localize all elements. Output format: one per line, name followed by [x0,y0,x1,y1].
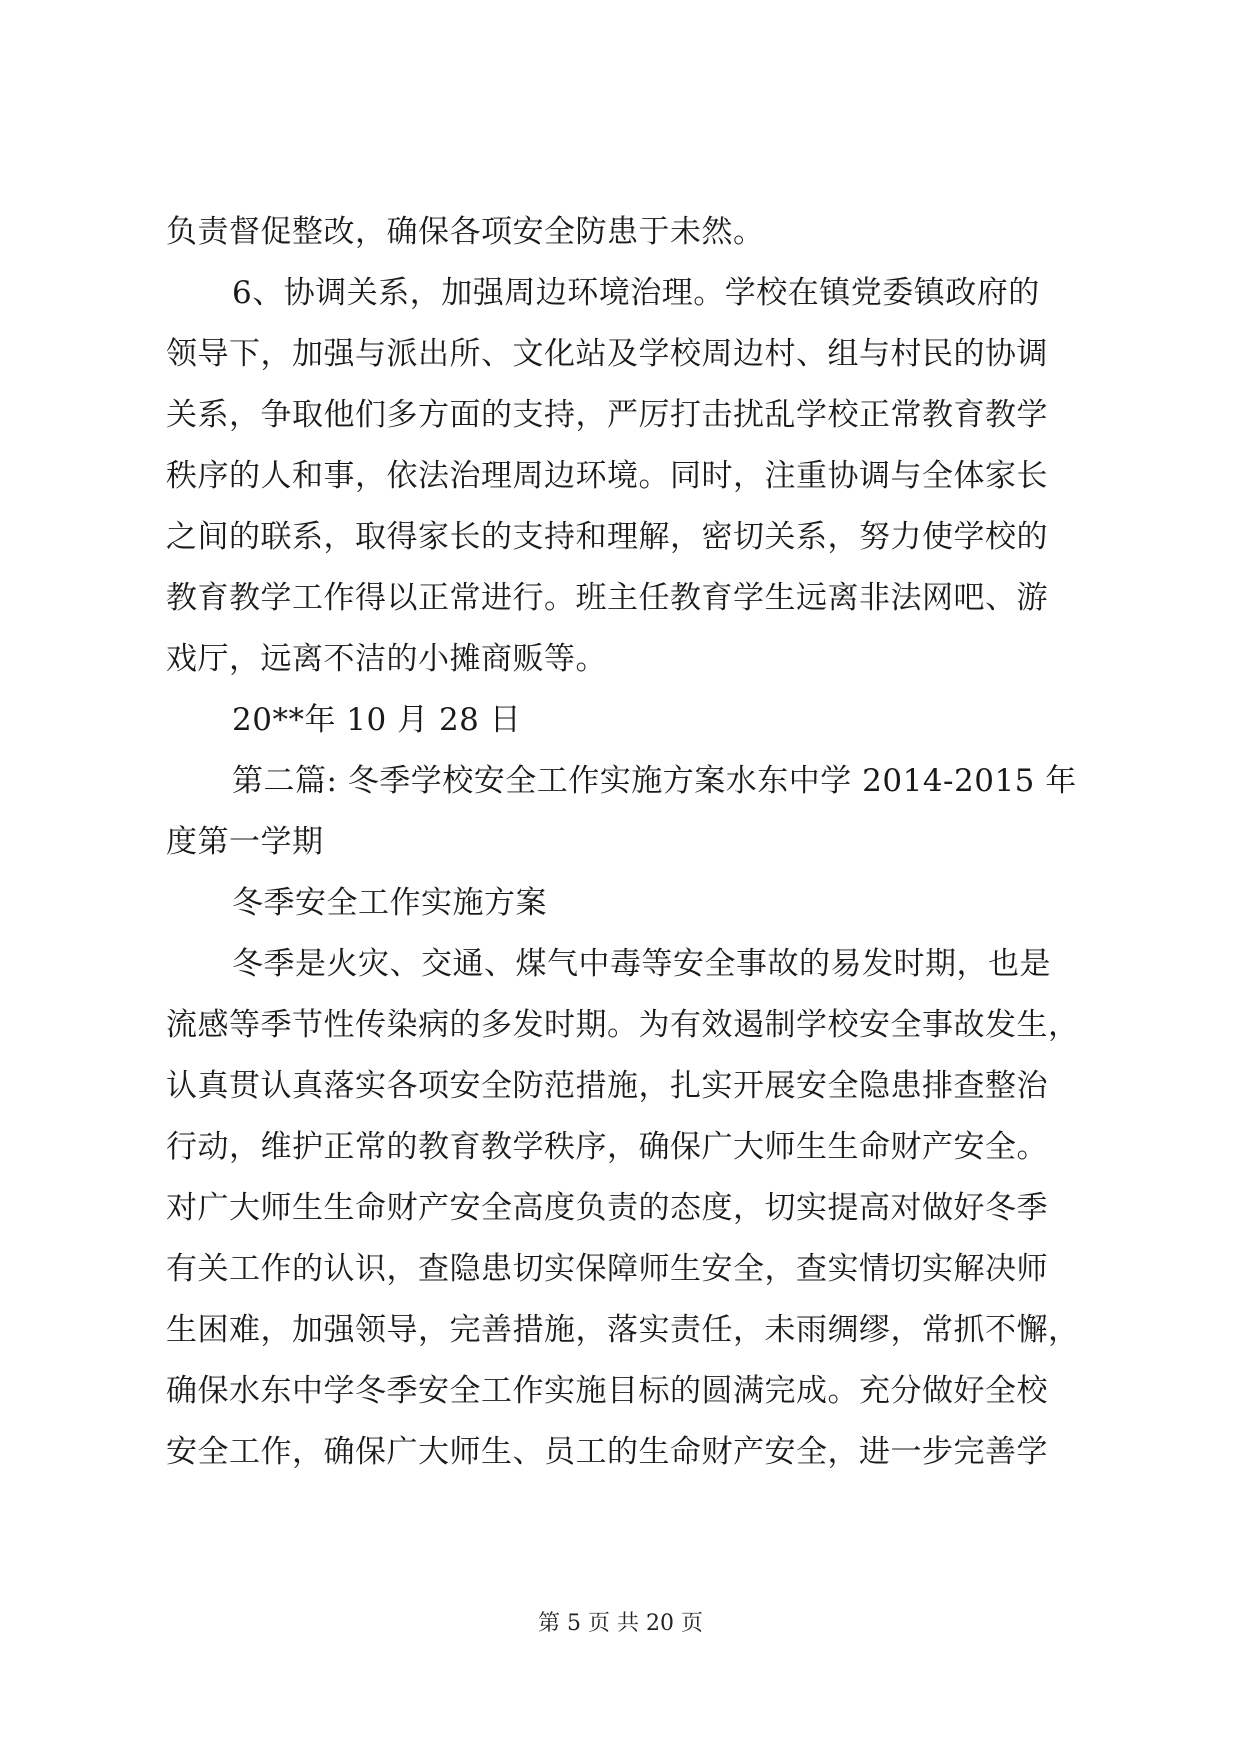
body-line: 流感等季节性传染病的多发时期。为有效遏制学校安全事故发生， [166,1007,1080,1043]
body-line: 关系，争取他们多方面的支持，严厉打击扰乱学校正常教育教学 [166,397,1048,433]
body-line: 负责督促整改，确保各项安全防患于未然。 [166,214,765,250]
body-line: 6、协调关系，加强周边环境治理。学校在镇党委镇政府的 [232,275,1040,311]
body-line: 之间的联系，取得家长的支持和理解，密切关系，努力使学校的 [166,519,1048,555]
section-heading: 第二篇: 冬季学校安全工作实施方案水东中学 2014-2015 年 [232,763,1077,799]
body-line: 安全工作，确保广大师生、员工的生命财产安全，进一步完善学 [166,1434,1048,1470]
body-line: 教育教学工作得以正常进行。班主任教育学生远离非法网吧、游 [166,580,1048,616]
body-line: 秩序的人和事，依法治理周边环境。同时，注重协调与全体家长 [166,458,1048,494]
body-line: 确保水东中学冬季安全工作实施目标的圆满完成。充分做好全校 [166,1373,1048,1409]
date-line: 20**年 10 月 28 日 [232,702,522,738]
body-line: 对广大师生生命财产安全高度负责的态度，切实提高对做好冬季 [166,1190,1048,1226]
page-footer: 第 5 页 共 20 页 [538,1611,703,1636]
section-heading-continued: 度第一学期 [166,824,324,860]
body-line: 冬季是火灾、交通、煤气中毒等安全事故的易发时期，也是 [232,946,1051,982]
body-line: 生困难，加强领导，完善措施，落实责任，未雨绸缪，常抓不懈， [166,1312,1080,1348]
body-line: 行动，维护正常的教育教学秩序，确保广大师生生命财产安全。 [166,1129,1048,1165]
body-line: 领导下，加强与派出所、文化站及学校周边村、组与村民的协调 [166,336,1048,372]
body-line: 戏厅，远离不洁的小摊商贩等。 [166,641,607,677]
body-line: 有关工作的认识，查隐患切实保障师生安全，查实情切实解决师 [166,1251,1048,1287]
section-title: 冬季安全工作实施方案 [232,885,547,921]
body-line: 认真贯认真落实各项安全防范措施，扎实开展安全隐患排查整治 [166,1068,1048,1104]
